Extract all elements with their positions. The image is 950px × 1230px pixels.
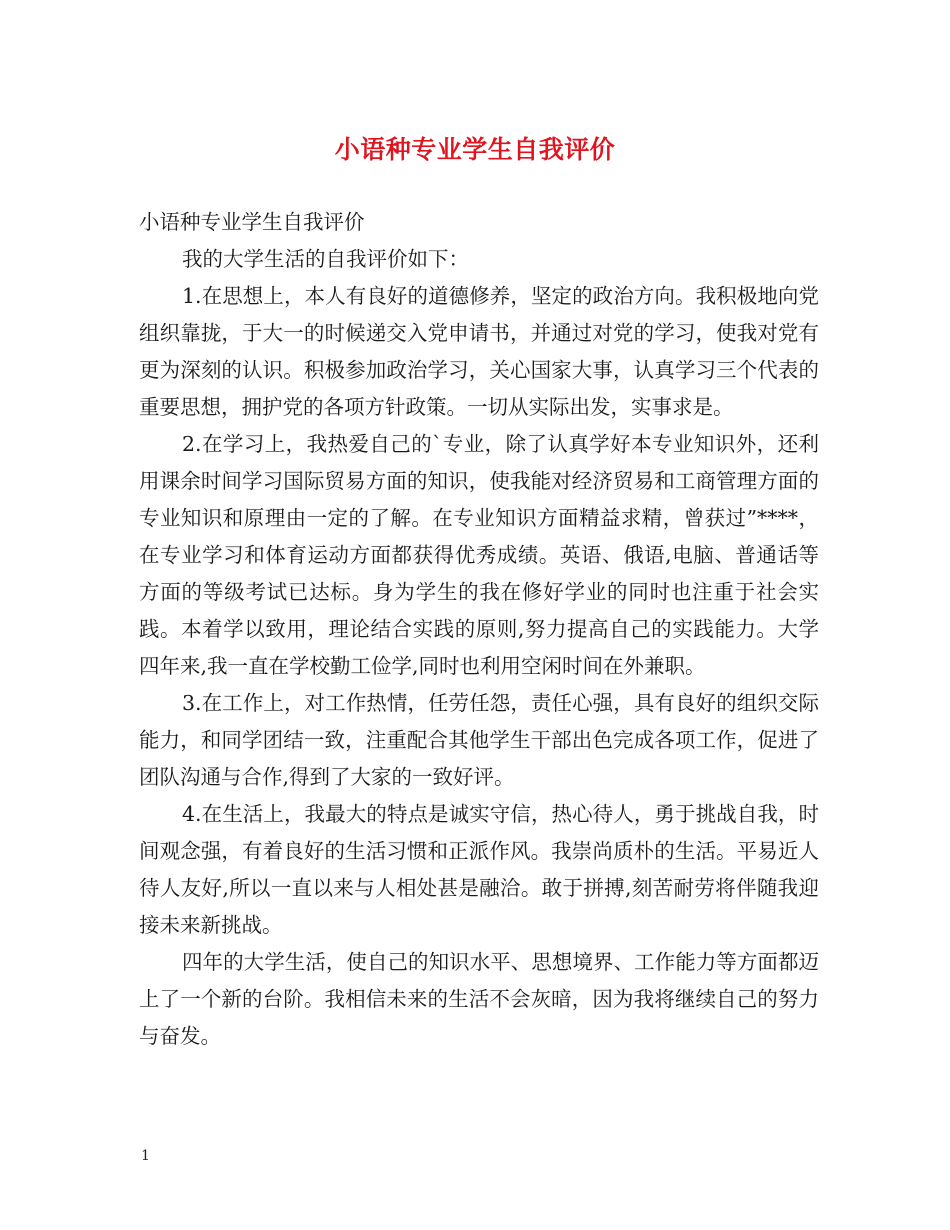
paragraph-conclusion: 四年的大学生活，使自己的知识水平、思想境界、工作能力等方面都迈上了一个新的台阶。我相信未来的生活不会灰暗，因为我将继续自己的努力与奋发。 [139, 950, 819, 1048]
paragraph-life: 4.在生活上，我最大的特点是诚实守信，热心待人，勇于挑战自我，时间观念强，有着良好的生活习惯和正派作风。我崇尚质朴的生活。平易近人待人友好,所以一直以来与人相处甚是融洽。敢于拼搏,刻苦耐劳将伴随我迎接未来新挑战。 [139, 802, 819, 937]
paragraph-work: 3.在工作上，对工作热情，任劳任怨，责任心强，具有良好的组织交际能力，和同学团结一致，注重配合其他学生干部出色完成各项工作，促进了团队沟通与合作,得到了大家的一致好评。 [139, 691, 819, 789]
paragraph-study: 2.在学习上，我热爱自己的`专业，除了认真学好本专业知识外，还利用课余时间学习国际贸易方面的知识，使我能对经济贸易和工商管理方面的专业知识和原理由一定的了解。在专业知识方面精益求精，曾获过”****，在专业学习和体育运动方面都获得优秀成绩。英语、俄语,电脑、普通话等方面的等级考试已达标。身为学生的我在修好学业的同时也注重于社会实践。本着学以致用，理论结合实践的原则,努力提高自己的实践能力。大学四年来,我一直在学校勤工俭学,同时也利用空闲时间在外兼职。 [139, 432, 819, 678]
document-body [139, 204, 819, 1055]
paragraph-intro: 我的大学生活的自我评价如下： [182, 247, 469, 271]
document-subtitle: 小语种专业学生自我评价 [139, 210, 365, 234]
page-number: 1 [141, 1148, 150, 1164]
document-title: 小语种专业学生自我评价 [334, 135, 616, 164]
paragraph-ideology: 1.在思想上，本人有良好的道德修养，坚定的政治方向。我积极地向党组织靠拢，于大一的时候递交入党申请书，并通过对党的学习，使我对党有更为深刻的认识。积极参加政治学习，关心国家大事，认真学习三个代表的重要思想，拥护党的各项方针政策。一切从实际出发，实事求是。 [139, 284, 819, 419]
